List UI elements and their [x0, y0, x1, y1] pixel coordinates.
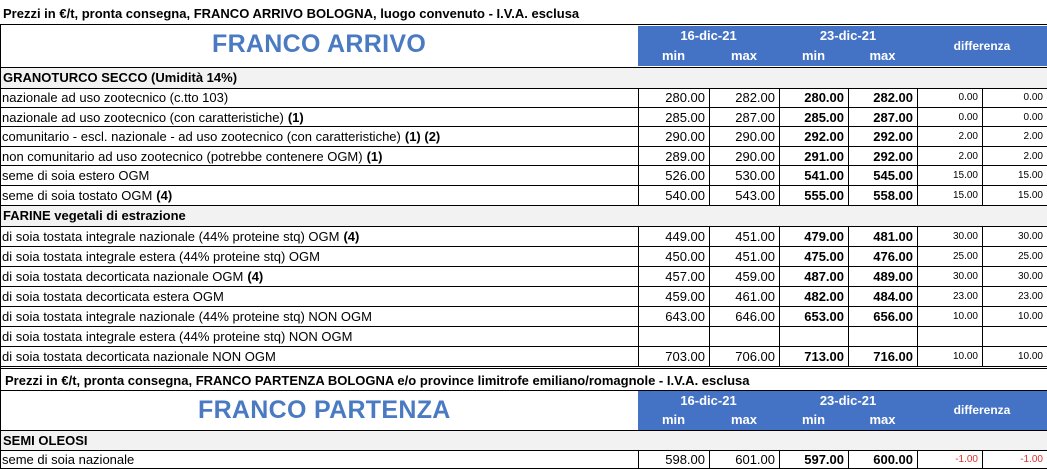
- grid-line: [848, 186, 849, 205]
- grid-line: [982, 127, 983, 146]
- max1-value: 287.00: [735, 109, 775, 125]
- diff1-value: 25.00: [952, 251, 978, 262]
- table-row: [0, 108, 1047, 128]
- grid-line: [709, 88, 710, 107]
- grid-line: [709, 166, 710, 185]
- grid-line: [917, 186, 918, 205]
- grid-line: [982, 450, 983, 468]
- diff2-value: 23.00: [1017, 291, 1043, 302]
- max1-value: 530.00: [735, 168, 775, 184]
- grid-line: [638, 247, 639, 266]
- diff2-value: 2.00: [1023, 150, 1043, 162]
- grid-line: [709, 227, 710, 246]
- row-label: [2, 287, 638, 306]
- diff1-value: -1.00: [955, 454, 978, 465]
- row-label: [2, 247, 638, 266]
- grid-line: [709, 247, 710, 266]
- max2-value: [848, 327, 917, 346]
- min1-value: 540.00: [665, 188, 705, 203]
- grid-line: [982, 186, 983, 205]
- table-row: [0, 88, 1047, 108]
- grid-line: [779, 247, 780, 266]
- row-note: (4): [343, 229, 360, 244]
- max2-value: 545.00: [873, 168, 913, 184]
- partenza-diff-header: differenza: [917, 391, 1047, 430]
- diff1-value: 30.00: [952, 231, 978, 242]
- arrivo-max2-header: max: [848, 46, 917, 66]
- grid-line: [917, 147, 918, 166]
- grid-line: [848, 287, 849, 306]
- max1-value: 290.00: [735, 148, 775, 164]
- grid-line: [917, 88, 918, 107]
- max2-value: 656.00: [873, 309, 913, 324]
- grid-line: [779, 88, 780, 107]
- grid-line: [917, 287, 918, 306]
- row-note: (1): [287, 109, 304, 125]
- row-label-text: seme di soia tostato OGM: [2, 188, 153, 203]
- row-label-text: di soia tostata integrale estera (44% proteine stq) OGM: [2, 249, 320, 264]
- grid-line: [0, 390, 1047, 391]
- table-row: [0, 327, 1047, 347]
- arrivo-title-line: [0, 4, 1047, 23]
- row-label: [2, 450, 638, 468]
- min2-value: 475.00: [804, 249, 844, 264]
- grid-line: [917, 267, 918, 286]
- grid-line: [848, 166, 849, 185]
- partenza-min1-header: min: [638, 410, 709, 430]
- partenza-section-semi: [0, 431, 1047, 450]
- grid-line: [638, 166, 639, 185]
- table-row: [0, 186, 1047, 206]
- diff1-value: 10.00: [952, 311, 978, 322]
- max2-value: 558.00: [873, 188, 913, 203]
- table-row: [0, 227, 1047, 247]
- grid-line: [638, 307, 639, 326]
- diff1-value: 30.00: [952, 271, 978, 282]
- grid-line: [982, 287, 983, 306]
- max1-value: 646.00: [735, 309, 775, 324]
- min1-value: 289.00: [665, 148, 705, 164]
- diff1-value: 23.00: [952, 291, 978, 302]
- grid-line: [848, 127, 849, 146]
- partenza-title-text: Prezzi in €/t, pronta consegna, FRANCO PARTENZA BOLOGNA e/o province limitrofe emiliano/romagnole - I.V.A. esclusa: [5, 373, 750, 388]
- max2-value: 716.00: [873, 349, 913, 364]
- min1-value: 598.00: [665, 452, 705, 467]
- row-label-text: di soia tostata integrale nazionale (44% proteine stq) OGM: [2, 229, 340, 244]
- diff2-value: -1.00: [1020, 454, 1043, 465]
- min1-value: 290.00: [665, 129, 705, 145]
- row-label: [2, 166, 638, 185]
- max2-value: 489.00: [873, 269, 913, 284]
- partenza-max1-header: max: [709, 410, 779, 430]
- max1-value: 451.00: [735, 249, 775, 264]
- grid-line: [848, 307, 849, 326]
- max1-value: 706.00: [735, 349, 775, 364]
- row-label: [2, 227, 638, 246]
- grid-line: [638, 327, 639, 346]
- max1-value: 290.00: [735, 129, 775, 145]
- max1-value: 601.00: [735, 452, 775, 467]
- section-title: FARINE vegetali di estrazione: [3, 208, 186, 223]
- grid-line: [848, 327, 849, 346]
- min1-value: 449.00: [665, 229, 705, 244]
- row-label-text: nazionale ad uso zootecnico (con caratteristiche): [2, 109, 284, 125]
- diff1-value: 15.00: [952, 190, 978, 201]
- grid-line: [709, 327, 710, 346]
- diff2-value: 15.00: [1017, 190, 1043, 201]
- section-title: SEMI OLEOSI: [3, 433, 88, 448]
- row-label: [2, 147, 638, 166]
- arrivo-max1-header: max: [709, 46, 779, 66]
- table-row: [0, 127, 1047, 147]
- section-title: GRANOTURCO SECCO (Umidità 14%): [3, 70, 238, 85]
- grid-line: [917, 327, 918, 346]
- diff2-value: [982, 327, 1047, 346]
- max2-value: 484.00: [873, 289, 913, 304]
- grid-line: [982, 147, 983, 166]
- grid-line: [982, 307, 983, 326]
- grid-line: [982, 88, 983, 107]
- grid-line: [848, 267, 849, 286]
- row-label-text: comunitario - escl. nazionale - ad uso zootecnico (con caratteristiche): [2, 129, 401, 145]
- grid-line: [917, 247, 918, 266]
- grid-line: [982, 347, 983, 366]
- table-row: [0, 347, 1047, 367]
- row-label-text: di soia tostata decorticata estera OGM: [2, 289, 224, 304]
- grid-line: [638, 287, 639, 306]
- row-label-text: seme di soia nazionale: [2, 452, 135, 467]
- grid-line: [779, 450, 780, 468]
- min1-value: 643.00: [665, 309, 705, 324]
- row-label: [2, 327, 638, 346]
- diff2-value: 15.00: [1017, 170, 1043, 182]
- diff1-value: 0.00: [958, 92, 978, 103]
- max2-value: 600.00: [873, 452, 913, 467]
- diff2-value: 0.00: [1023, 92, 1043, 103]
- grid-line: [848, 450, 849, 468]
- row-note: (4): [156, 188, 173, 203]
- min1-value: 459.00: [665, 289, 705, 304]
- grid-line: [779, 287, 780, 306]
- grid-line: [848, 147, 849, 166]
- arrivo-section-farine: [0, 206, 1047, 226]
- grid-line: [709, 127, 710, 146]
- max2-value: 481.00: [873, 229, 913, 244]
- arrivo-date2: 23-dic-21: [779, 26, 917, 46]
- grid-line: [779, 186, 780, 205]
- grid-line: [0, 226, 1047, 227]
- min2-value: 285.00: [804, 109, 844, 125]
- grid-line: [917, 307, 918, 326]
- diff2-value: 0.00: [1023, 111, 1043, 123]
- arrivo-section-granoturco: [0, 68, 1047, 88]
- table-row: [0, 307, 1047, 327]
- table-row: [0, 287, 1047, 307]
- min1-value: 457.00: [665, 269, 705, 284]
- grid-line: [0, 450, 1047, 451]
- table-row: [0, 267, 1047, 287]
- row-label: [2, 127, 638, 146]
- row-label: [2, 186, 638, 205]
- grid-line: [0, 24, 1, 468]
- grid-line: [638, 267, 639, 286]
- max2-value: 476.00: [873, 249, 913, 264]
- max1-value: 451.00: [735, 229, 775, 244]
- max2-value: 287.00: [873, 109, 913, 125]
- arrivo-min2-header: min: [779, 46, 848, 66]
- max1-value: 543.00: [735, 188, 775, 203]
- arrivo-diff-header: differenza: [917, 26, 1047, 66]
- row-note: (1): [366, 148, 383, 164]
- min1-value: 703.00: [665, 349, 705, 364]
- arrivo-title-text: Prezzi in €/t, pronta consegna, FRANCO ARRIVO BOLOGNA, luogo convenuto - I.V.A. esclusa: [3, 6, 580, 21]
- max1-value: [709, 327, 779, 346]
- grid-line: [917, 108, 918, 127]
- diff1-value: 0.00: [958, 111, 978, 123]
- grid-line: [638, 227, 639, 246]
- grid-line: [917, 166, 918, 185]
- grid-line: [709, 186, 710, 205]
- arrivo-min1-header: min: [638, 46, 709, 66]
- table-row: [0, 147, 1047, 167]
- grid-line: [709, 307, 710, 326]
- diff2-value: 30.00: [1017, 271, 1043, 282]
- partenza-banner: FRANCO PARTENZA: [198, 396, 451, 424]
- grid-line: [709, 267, 710, 286]
- grid-line: [638, 147, 639, 166]
- arrivo-banner: FRANCO ARRIVO: [212, 30, 427, 58]
- partenza-min2-header: min: [779, 410, 848, 430]
- min2-value: [779, 327, 848, 346]
- max1-value: 461.00: [735, 289, 775, 304]
- grid-line: [709, 108, 710, 127]
- max2-value: 292.00: [873, 148, 913, 164]
- diff1-value: 15.00: [952, 170, 978, 182]
- row-label-text: nazionale ad uso zootecnico (c.tto 103): [2, 90, 229, 105]
- row-label: [2, 267, 638, 286]
- grid-line: [638, 108, 639, 127]
- row-label: [2, 108, 638, 127]
- row-label-text: seme di soia estero OGM: [2, 168, 150, 184]
- min2-value: 713.00: [804, 349, 844, 364]
- row-label-text: di soia tostata integrale estera (44% proteine stq) NON OGM: [2, 329, 353, 344]
- diff2-value: 10.00: [1017, 311, 1043, 322]
- min2-value: 479.00: [804, 229, 844, 244]
- min2-value: 291.00: [804, 148, 844, 164]
- diff2-value: 30.00: [1017, 231, 1043, 242]
- grid-line: [848, 247, 849, 266]
- partenza-max2-header: max: [848, 410, 917, 430]
- grid-line: [779, 108, 780, 127]
- row-label-text: di soia tostata decorticata nazionale OGM: [2, 269, 244, 284]
- grid-line: [709, 347, 710, 366]
- grid-line: [0, 67, 1047, 68]
- grid-line: [638, 450, 639, 468]
- grid-line: [709, 450, 710, 468]
- grid-line: [638, 347, 639, 366]
- grid-line: [848, 108, 849, 127]
- diff1-value: 2.00: [958, 150, 978, 162]
- row-note: (1) (2): [404, 129, 441, 145]
- grid-line: [982, 327, 983, 346]
- row-label-text: di soia tostata decorticata nazionale NON OGM: [2, 349, 276, 364]
- row-label: [2, 307, 638, 326]
- grid-line: [0, 368, 1047, 369]
- row-label-text: di soia tostata integrale nazionale (44% proteine stq) NON OGM: [2, 309, 372, 324]
- min2-value: 541.00: [804, 168, 844, 184]
- grid-line: [917, 347, 918, 366]
- grid-line: [709, 287, 710, 306]
- grid-line: [982, 166, 983, 185]
- diff2-value: 10.00: [1017, 351, 1043, 362]
- grid-line: [638, 186, 639, 205]
- diff1-value: 2.00: [958, 131, 978, 143]
- max1-value: 282.00: [735, 90, 775, 105]
- partenza-title-line: [0, 371, 1047, 390]
- partenza-date1: 16-dic-21: [638, 391, 779, 410]
- grid-line: [0, 430, 1047, 431]
- min2-value: 555.00: [804, 188, 844, 203]
- partenza-date2: 23-dic-21: [779, 391, 917, 410]
- grid-line: [982, 108, 983, 127]
- grid-line: [779, 347, 780, 366]
- grid-line: [982, 267, 983, 286]
- table-row: [0, 166, 1047, 186]
- row-note: (4): [247, 269, 264, 284]
- min1-value: 285.00: [665, 109, 705, 125]
- grid-line: [0, 88, 1047, 89]
- grid-line: [638, 127, 639, 146]
- min1-value: 526.00: [665, 168, 705, 184]
- grid-line: [638, 88, 639, 107]
- diff2-value: 25.00: [1017, 251, 1043, 262]
- max2-value: 292.00: [873, 129, 913, 145]
- grid-line: [709, 147, 710, 166]
- grid-line: [779, 227, 780, 246]
- min1-value: [638, 327, 709, 346]
- grid-line: [779, 127, 780, 146]
- grid-line: [982, 227, 983, 246]
- min1-value: 280.00: [665, 90, 705, 105]
- min2-value: 653.00: [804, 309, 844, 324]
- grid-line: [779, 307, 780, 326]
- grid-line: [779, 166, 780, 185]
- table-row: [0, 247, 1047, 267]
- min2-value: 280.00: [804, 90, 844, 105]
- grid-line: [917, 127, 918, 146]
- min2-value: 482.00: [804, 289, 844, 304]
- max1-value: 459.00: [735, 269, 775, 284]
- row-label: [2, 88, 638, 107]
- row-label-text: non comunitario ad uso zootecnico (potrebbe contenere OGM): [2, 148, 363, 164]
- grid-line: [779, 327, 780, 346]
- grid-line: [917, 450, 918, 468]
- min1-value: 450.00: [665, 249, 705, 264]
- grid-line: [0, 24, 1047, 25]
- diff1-value: 10.00: [952, 351, 978, 362]
- min2-value: 487.00: [804, 269, 844, 284]
- diff1-value: [917, 327, 982, 346]
- table-row: [0, 450, 1047, 469]
- grid-line: [848, 227, 849, 246]
- arrivo-date1: 16-dic-21: [638, 26, 779, 46]
- diff2-value: 2.00: [1023, 131, 1043, 143]
- grid-line: [982, 247, 983, 266]
- row-label: [2, 347, 638, 366]
- grid-line: [779, 147, 780, 166]
- grid-line: [779, 267, 780, 286]
- max2-value: 282.00: [873, 90, 913, 105]
- min2-value: 292.00: [804, 129, 844, 145]
- grid-line: [917, 227, 918, 246]
- grid-line: [848, 347, 849, 366]
- grid-line: [848, 88, 849, 107]
- min2-value: 597.00: [804, 452, 844, 467]
